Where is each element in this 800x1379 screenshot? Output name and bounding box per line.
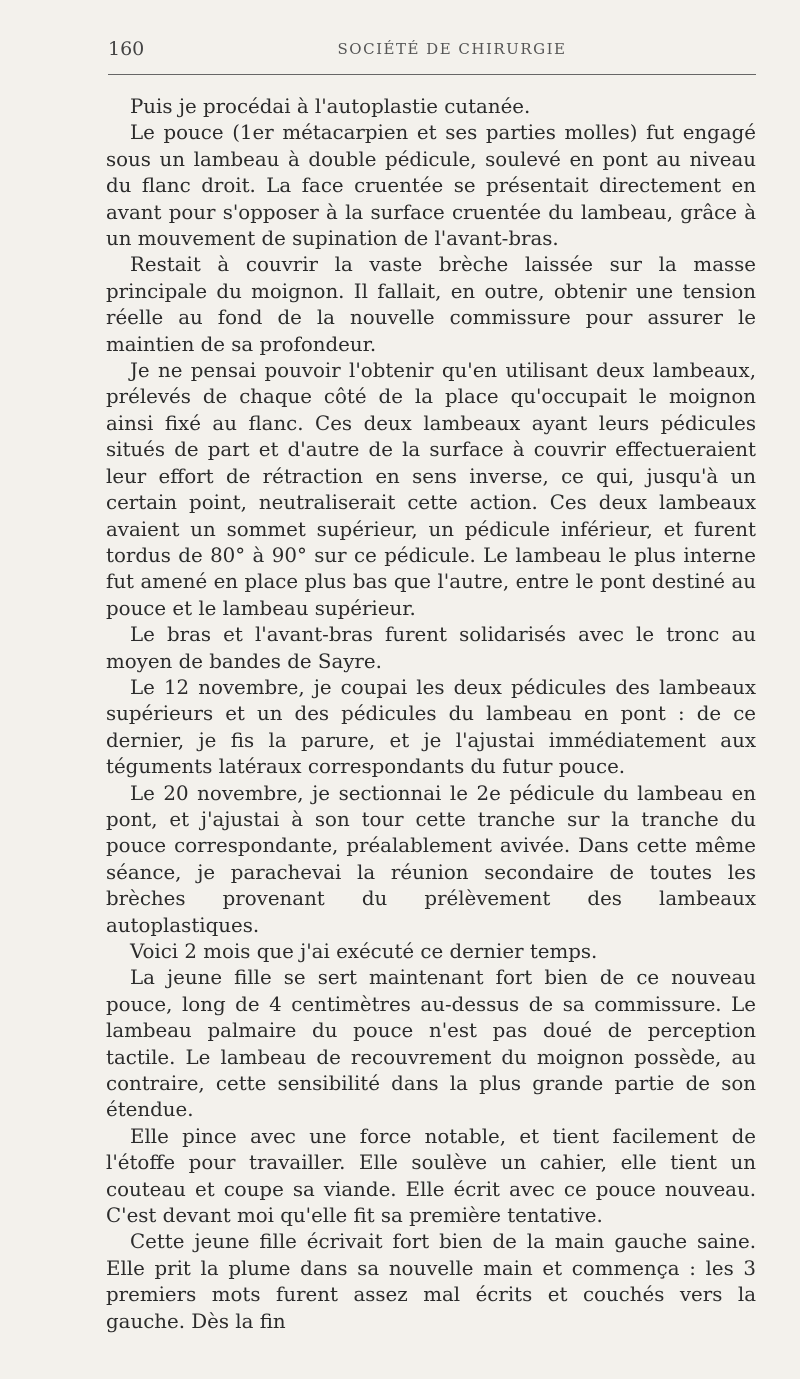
paragraph: Cette jeune fille écrivait fort bien de la main gauche saine. Elle prit la plume dans sa nouvelle main et commença : les 3 premiers mots furent assez mal écrits et couchés vers la gauche. Dès la fin: [106, 1230, 756, 1333]
paragraph: La jeune fille se sert maintenant fort bien de ce nouveau pouce, long de 4 centimètres au-dessus de sa commissure. Le lambeau palmaire du pouce n'est pas doué de perception tactile. Le lambeau de recouvrement du moignon possède, au contraire, cette sensibilité dans la plus grande partie de son étendue.: [106, 966, 756, 1122]
paragraph: Le bras et l'avant-bras furent solidarisés avec le tronc au moyen de bandes de Sayre.: [106, 623, 756, 673]
page-number: 160: [108, 38, 145, 60]
body-text: [106, 94, 756, 1335]
paragraph: Le 20 novembre, je sectionnai le 2e pédicule du lambeau en pont, et j'ajustai à son tour cette tranche sur la tranche du pouce correspondante, préalablement avivée. Dans cette même séance, je parachevai la réunion secondaire de toutes les brèches provenant du prélèvement des lambeaux autoplastiques.: [106, 781, 756, 937]
paragraph: Le 12 novembre, je coupai les deux pédicules des lambeaux supérieurs et un des pédicules du lambeau en pont : de ce dernier, je fis la parure, et je l'ajustai immédiatement aux téguments latéraux correspondants du futur pouce.: [106, 675, 756, 779]
paragraph: Restait à couvrir la vaste brèche laissée sur la masse principale du moignon. Il fallait, en outre, obtenir une tension réelle au fond de la nouvelle commissure pour assurer le maintien de sa profondeur.: [106, 253, 756, 356]
paragraph: Je ne pensai pouvoir l'obtenir qu'en utilisant deux lambeaux, prélevés de chaque côté de la place qu'occupait le moignon ainsi fixé au flanc. Ces deux lambeaux ayant leurs pédicules situés de part et d'autre de la surface à couvrir effectueraient leur effort de rétraction en sens inverse, ce qui, jusqu'à un certain point, neutraliserait cette action. Ces deux lambeaux avaient un sommet supérieur, un pédicule inférieur, et furent tordus de 80° à 90° sur ce pédicule. Le lambeau le plus interne fut amené en place plus bas que l'autre, entre le pont destiné au pouce et le lambeau supérieur.: [106, 359, 756, 620]
paragraph: Puis je procédai à l'autoplastie cutanée.: [130, 95, 531, 118]
paragraph: Elle pince avec une force notable, et tient facilement de l'étoffe pour travailler. Elle soulève un cahier, elle tient un couteau et coupe sa viande. Elle écrit avec ce pouce nouveau. C'est devant moi qu'elle fit sa première tentative.: [106, 1124, 756, 1228]
header-rule: [108, 74, 756, 75]
page-header: [108, 38, 756, 68]
paragraph: Voici 2 mois que j'ai exécuté ce dernier temps.: [130, 940, 598, 963]
paragraph: Le pouce (1er métacarpien et ses parties molles) fut engagé sous un lambeau à double pédicule, soulevé en pont au niveau du flanc droit. La face cruentée se présentait directement en avant pour s'opposer à la surface cruentée du lambeau, grâce à un mouvement de supination de l'avant-bras.: [106, 121, 756, 251]
running-head: SOCIÉTÉ DE CHIRURGIE: [337, 40, 567, 58]
